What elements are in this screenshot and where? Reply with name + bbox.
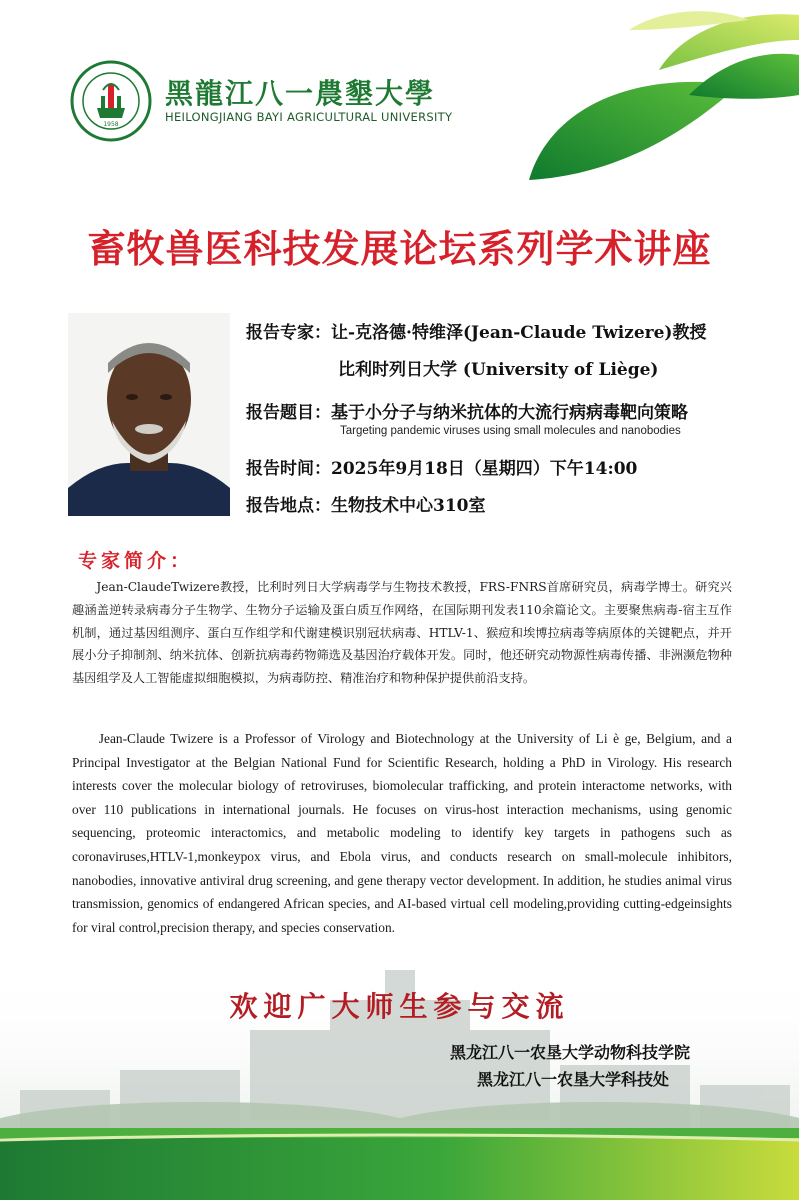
speaker-name: 报告专家：让-克洛德·特维泽(Jean-Claude Twizere)教授 bbox=[246, 323, 707, 343]
university-name-cn: 黑龍江八一農墾大學 bbox=[165, 77, 436, 110]
organizer-college: 黑龙江八一农垦大学动物科技学院 bbox=[450, 1043, 691, 1062]
lecture-topic: 报告题目：基于小分子与纳米抗体的大流行病病毒靶向策略 bbox=[246, 403, 688, 423]
organizer-office: 黑龙江八一农垦大学科技处 bbox=[477, 1070, 670, 1089]
bio-chinese: Jean-ClaudeTwizere教授，比利时列日大学病毒学与生物技术教授，FRS-FNRS首席研究员，病毒学博士。研究兴趣涵盖逆转录病毒分子生物学、生物分子运输及蛋白质互作网络，在国际期刊发表110余篇论文。主要聚焦病毒-宿主互作机制，通过基因组测序、蛋白互作组学和代谢建模识别冠状病毒、HTLV-1、猴痘和埃博拉病毒等病原体的关键靶点，并开展小分子抑制剂、纳米抗体、创新抗病毒药物筛选及基因治疗载体开发。同时，他还研究动物源性病毒传播、非洲濒危物种基因组学及人工智能虚拟细胞模拟，为病毒防控、精准治疗和物种保护提供前沿支持。 bbox=[72, 580, 732, 686]
speaker-affiliation: 比利时列日大学 (University of Liège) bbox=[338, 360, 659, 380]
university-logo bbox=[70, 60, 152, 142]
welcome-banner: 欢迎广大师生参与交流 bbox=[229, 990, 570, 1023]
lecture-place: 报告地点：生物技术中心310室 bbox=[246, 496, 486, 516]
leaf-decoration bbox=[509, 0, 799, 190]
lecture-time: 报告时间：2025年9月18日（星期四）下午14:00 bbox=[246, 459, 638, 479]
lecture-topic-en: Targeting pandemic viruses using small molecules and nanobodies bbox=[340, 425, 681, 437]
profile-heading: 专家简介： bbox=[78, 550, 194, 572]
footer-bar bbox=[0, 1128, 799, 1200]
bio-english: Jean-Claude Twizere is a Professor of Virology and Biotechnology at the University of Li è ge, Belgium, and a Principal Investigator at the Belgian National Fund for Scientific Research, holding a PhD in Virology. His research interests cover the molecular biology of retroviruses, biomolecular trafficking, and protein interactome networks, with over 110 publications in international journals. He focuses on virus-host interaction mechanisms, using genomic sequencing, proteomic interactomics, and metabolic modeling to identify key targets in pathogens such as coronaviruses,HTLV-1,monkeypox virus, and Ebola virus, and conducts research on small-molecule inhibitors, nanobodies, innovative antiviral drug screening, and gene therapy vector development. In addition, he studies animal virus transmission, genomics of endangered African species, and AI-based virtual cell modeling,providing cutting-edgeinsights for viral control,precision therapy, and species conservation. bbox=[72, 731, 732, 935]
page-title: 畜牧兽医科技发展论坛系列学术讲座 bbox=[87, 227, 712, 271]
university-name-en: HEILONGJIANG BAYI AGRICULTURAL UNIVERSITY bbox=[165, 110, 453, 124]
speaker-photo bbox=[68, 313, 230, 516]
svg-text:1958: 1958 bbox=[103, 121, 119, 128]
